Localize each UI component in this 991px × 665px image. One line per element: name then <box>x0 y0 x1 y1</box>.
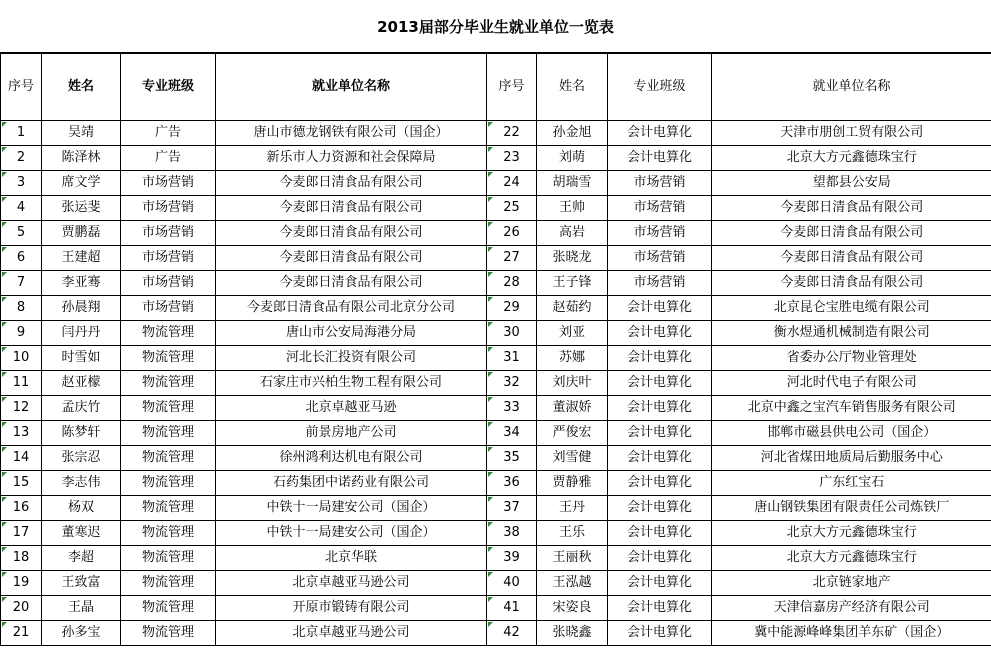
header-row <box>1 54 991 121</box>
cell-unit-left[interactable]: 北京卓越亚马逊公司 <box>216 621 487 646</box>
cell-unit-left[interactable]: 今麦郎日清食品有限公司 <box>216 171 487 196</box>
cell-major-left[interactable]: 物流管理 <box>121 421 216 446</box>
cell-name-right[interactable]: 刘庆叶 <box>537 371 608 396</box>
cell-name-left[interactable]: 孙多宝 <box>42 621 121 646</box>
table-row <box>1 271 991 296</box>
cell-unit-left[interactable]: 今麦郎日清食品有限公司北京分公司 <box>216 296 487 321</box>
cell-unit-left[interactable]: 开原市锻铸有限公司 <box>216 596 487 621</box>
table-row <box>1 571 991 596</box>
cell-name-right[interactable]: 张晓鑫 <box>537 621 608 646</box>
cell-unit-right[interactable]: 今麦郎日清食品有限公司 <box>712 246 991 271</box>
cell-unit-left[interactable]: 今麦郎日清食品有限公司 <box>216 246 487 271</box>
cell-name-right[interactable]: 高岩 <box>537 221 608 246</box>
cell-seq-left[interactable]: 15 <box>1 471 42 496</box>
cell-seq-left[interactable]: 11 <box>1 371 42 396</box>
cell-seq-left[interactable]: 10 <box>1 346 42 371</box>
page-title: 2013届部分毕业生就业单位一览表 <box>377 18 614 36</box>
cell-unit-left[interactable]: 石药集团中诺药业有限公司 <box>216 471 487 496</box>
cell-unit-right[interactable]: 北京中鑫之宝汽车销售服务有限公司 <box>712 396 991 421</box>
cell-unit-right[interactable]: 冀中能源峰峰集团羊东矿（国企） <box>712 621 991 646</box>
title-bar <box>0 0 991 53</box>
cell-major-left[interactable]: 市场营销 <box>121 171 216 196</box>
cell-major-left[interactable]: 市场营销 <box>121 221 216 246</box>
table-row <box>1 196 991 221</box>
cell-major-left[interactable]: 物流管理 <box>121 546 216 571</box>
table-row <box>1 496 991 521</box>
cell-major-right[interactable]: 会计电算化 <box>608 296 712 321</box>
cell-name-left[interactable]: 孟庆竹 <box>42 396 121 421</box>
cell-unit-right[interactable]: 北京大方元鑫德珠宝行 <box>712 146 991 171</box>
cell-name-left[interactable]: 闫丹丹 <box>42 321 121 346</box>
table-row <box>1 471 991 496</box>
cell-name-right[interactable]: 王泓越 <box>537 571 608 596</box>
cell-name-right[interactable]: 张晓龙 <box>537 246 608 271</box>
header-major-right[interactable]: 专业班级 <box>608 54 712 121</box>
header-seq-right[interactable]: 序号 <box>487 54 537 121</box>
cell-seq-right[interactable]: 22 <box>487 121 537 146</box>
cell-seq-right[interactable]: 33 <box>487 396 537 421</box>
cell-unit-left[interactable]: 北京卓越亚马逊公司 <box>216 571 487 596</box>
cell-major-left[interactable]: 物流管理 <box>121 496 216 521</box>
cell-major-left[interactable]: 广告 <box>121 146 216 171</box>
cell-unit-right[interactable]: 河北时代电子有限公司 <box>712 371 991 396</box>
cell-seq-left[interactable]: 19 <box>1 571 42 596</box>
cell-unit-right[interactable]: 北京昆仑宝胜电缆有限公司 <box>712 296 991 321</box>
cell-name-right[interactable]: 赵茹约 <box>537 296 608 321</box>
cell-unit-left[interactable]: 河北长汇投资有限公司 <box>216 346 487 371</box>
cell-seq-left[interactable]: 4 <box>1 196 42 221</box>
cell-seq-right[interactable]: 28 <box>487 271 537 296</box>
cell-name-right[interactable]: 胡瑞雪 <box>537 171 608 196</box>
cell-major-left[interactable]: 物流管理 <box>121 521 216 546</box>
table-row <box>1 421 991 446</box>
cell-name-right[interactable]: 王帅 <box>537 196 608 221</box>
cell-name-right[interactable]: 严俊宏 <box>537 421 608 446</box>
cell-seq-right[interactable]: 25 <box>487 196 537 221</box>
cell-seq-left[interactable]: 7 <box>1 271 42 296</box>
cell-name-right[interactable]: 王乐 <box>537 521 608 546</box>
header-name-right[interactable]: 姓名 <box>537 54 608 121</box>
cell-name-right[interactable]: 孙金旭 <box>537 121 608 146</box>
cell-seq-right[interactable]: 39 <box>487 546 537 571</box>
cell-unit-left[interactable]: 今麦郎日清食品有限公司 <box>216 196 487 221</box>
header-name-left[interactable]: 姓名 <box>42 54 121 121</box>
header-seq-left[interactable]: 序号 <box>1 54 42 121</box>
cell-major-right[interactable]: 会计电算化 <box>608 521 712 546</box>
table-row <box>1 121 991 146</box>
cell-name-left[interactable]: 张宗忍 <box>42 446 121 471</box>
cell-unit-right[interactable]: 天津市朋创工贸有限公司 <box>712 121 991 146</box>
cell-name-left[interactable]: 孙晨翔 <box>42 296 121 321</box>
cell-major-left[interactable]: 物流管理 <box>121 471 216 496</box>
cell-name-right[interactable]: 苏娜 <box>537 346 608 371</box>
cell-seq-left[interactable]: 8 <box>1 296 42 321</box>
cell-major-right[interactable]: 会计电算化 <box>608 596 712 621</box>
cell-unit-left[interactable]: 今麦郎日清食品有限公司 <box>216 221 487 246</box>
cell-major-right[interactable]: 会计电算化 <box>608 471 712 496</box>
cell-name-left[interactable]: 陈梦轩 <box>42 421 121 446</box>
cell-name-left[interactable]: 李亚骞 <box>42 271 121 296</box>
cell-unit-right[interactable]: 北京链家地产 <box>712 571 991 596</box>
table-row <box>1 221 991 246</box>
cell-name-left[interactable]: 吴靖 <box>42 121 121 146</box>
cell-seq-left[interactable]: 14 <box>1 446 42 471</box>
table-row <box>1 246 991 271</box>
cell-unit-right[interactable]: 广东红宝石 <box>712 471 991 496</box>
cell-unit-right[interactable]: 省委办公厅物业管理处 <box>712 346 991 371</box>
cell-name-left[interactable]: 赵亚檬 <box>42 371 121 396</box>
cell-name-right[interactable]: 王子锋 <box>537 271 608 296</box>
cell-major-left[interactable]: 物流管理 <box>121 621 216 646</box>
cell-seq-left[interactable]: 13 <box>1 421 42 446</box>
cell-major-right[interactable]: 会计电算化 <box>608 496 712 521</box>
cell-name-right[interactable]: 刘雪健 <box>537 446 608 471</box>
cell-unit-left[interactable]: 石家庄市兴柏生物工程有限公司 <box>216 371 487 396</box>
cell-name-left[interactable]: 贾鹏磊 <box>42 221 121 246</box>
cell-seq-right[interactable]: 36 <box>487 471 537 496</box>
cell-seq-right[interactable]: 38 <box>487 521 537 546</box>
cell-seq-left[interactable]: 18 <box>1 546 42 571</box>
cell-unit-right[interactable]: 唐山钢铁集团有限责任公司炼铁厂 <box>712 496 991 521</box>
cell-name-right[interactable]: 刘萌 <box>537 146 608 171</box>
cell-name-right[interactable]: 王丹 <box>537 496 608 521</box>
cell-seq-right[interactable]: 27 <box>487 246 537 271</box>
cell-seq-right[interactable]: 42 <box>487 621 537 646</box>
cell-seq-left[interactable]: 12 <box>1 396 42 421</box>
cell-unit-left[interactable]: 新乐市人力资源和社会保障局 <box>216 146 487 171</box>
cell-major-left[interactable]: 物流管理 <box>121 346 216 371</box>
table-body <box>1 121 991 646</box>
table-row <box>1 521 991 546</box>
cell-seq-left[interactable]: 16 <box>1 496 42 521</box>
cell-major-right[interactable]: 会计电算化 <box>608 546 712 571</box>
cell-seq-right[interactable]: 34 <box>487 421 537 446</box>
cell-unit-left[interactable]: 前景房地产公司 <box>216 421 487 446</box>
cell-name-right[interactable]: 宋姿良 <box>537 596 608 621</box>
cell-name-left[interactable]: 李超 <box>42 546 121 571</box>
cell-seq-right[interactable]: 23 <box>487 146 537 171</box>
cell-major-right[interactable]: 市场营销 <box>608 196 712 221</box>
cell-major-right[interactable]: 市场营销 <box>608 221 712 246</box>
cell-seq-left[interactable]: 2 <box>1 146 42 171</box>
cell-major-right[interactable]: 市场营销 <box>608 171 712 196</box>
cell-name-left[interactable]: 时雪如 <box>42 346 121 371</box>
table-row <box>1 446 991 471</box>
cell-major-left[interactable]: 市场营销 <box>121 246 216 271</box>
table-row <box>1 621 991 646</box>
cell-major-left[interactable]: 物流管理 <box>121 371 216 396</box>
cell-seq-left[interactable]: 1 <box>1 121 42 146</box>
cell-major-right[interactable]: 会计电算化 <box>608 371 712 396</box>
cell-major-right[interactable]: 会计电算化 <box>608 321 712 346</box>
cell-name-left[interactable]: 席文学 <box>42 171 121 196</box>
cell-major-right[interactable]: 会计电算化 <box>608 621 712 646</box>
cell-unit-right[interactable]: 邯郸市磁县供电公司（国企） <box>712 421 991 446</box>
cell-major-right[interactable]: 会计电算化 <box>608 446 712 471</box>
cell-major-left[interactable]: 物流管理 <box>121 446 216 471</box>
cell-seq-left[interactable]: 17 <box>1 521 42 546</box>
header-unit-left[interactable]: 就业单位名称 <box>216 54 487 121</box>
table-row <box>1 546 991 571</box>
cell-name-left[interactable]: 王致富 <box>42 571 121 596</box>
cell-seq-left[interactable]: 21 <box>1 621 42 646</box>
cell-major-left[interactable]: 物流管理 <box>121 596 216 621</box>
cell-unit-right[interactable]: 河北省煤田地质局后勤服务中心 <box>712 446 991 471</box>
table-row <box>1 371 991 396</box>
cell-major-right[interactable]: 会计电算化 <box>608 571 712 596</box>
cell-seq-right[interactable]: 30 <box>487 321 537 346</box>
cell-seq-right[interactable]: 31 <box>487 346 537 371</box>
cell-unit-left[interactable]: 唐山市公安局海港分局 <box>216 321 487 346</box>
cell-name-right[interactable]: 刘亚 <box>537 321 608 346</box>
cell-unit-left[interactable]: 中铁十一局建安公司（国企） <box>216 496 487 521</box>
cell-major-left[interactable]: 市场营销 <box>121 271 216 296</box>
cell-seq-right[interactable]: 26 <box>487 221 537 246</box>
cell-seq-right[interactable]: 24 <box>487 171 537 196</box>
table-row <box>1 296 991 321</box>
table-row <box>1 146 991 171</box>
cell-name-left[interactable]: 王建超 <box>42 246 121 271</box>
cell-name-left[interactable]: 杨双 <box>42 496 121 521</box>
cell-name-right[interactable]: 董淑娇 <box>537 396 608 421</box>
cell-name-left[interactable]: 张运斐 <box>42 196 121 221</box>
cell-name-left[interactable]: 王晶 <box>42 596 121 621</box>
cell-seq-left[interactable]: 6 <box>1 246 42 271</box>
cell-major-right[interactable]: 会计电算化 <box>608 146 712 171</box>
cell-major-left[interactable]: 市场营销 <box>121 196 216 221</box>
cell-major-right[interactable]: 会计电算化 <box>608 121 712 146</box>
employment-table <box>0 53 991 646</box>
cell-unit-left[interactable]: 徐州鸿利达机电有限公司 <box>216 446 487 471</box>
cell-unit-left[interactable]: 北京卓越亚马逊 <box>216 396 487 421</box>
cell-seq-left[interactable]: 3 <box>1 171 42 196</box>
cell-major-right[interactable]: 市场营销 <box>608 271 712 296</box>
cell-major-right[interactable]: 会计电算化 <box>608 396 712 421</box>
table-row <box>1 321 991 346</box>
table-row <box>1 596 991 621</box>
cell-seq-left[interactable]: 9 <box>1 321 42 346</box>
cell-unit-left[interactable]: 北京华联 <box>216 546 487 571</box>
table-row <box>1 171 991 196</box>
cell-seq-right[interactable]: 41 <box>487 596 537 621</box>
cell-seq-left[interactable]: 20 <box>1 596 42 621</box>
cell-name-left[interactable]: 董寒迟 <box>42 521 121 546</box>
cell-seq-right[interactable]: 32 <box>487 371 537 396</box>
cell-name-left[interactable]: 李志伟 <box>42 471 121 496</box>
header-unit-right[interactable]: 就业单位名称 <box>712 54 991 121</box>
cell-unit-right[interactable]: 衡水煜通机械制造有限公司 <box>712 321 991 346</box>
cell-seq-right[interactable]: 35 <box>487 446 537 471</box>
cell-unit-left[interactable]: 今麦郎日清食品有限公司 <box>216 271 487 296</box>
cell-unit-right[interactable]: 今麦郎日清食品有限公司 <box>712 271 991 296</box>
cell-major-left[interactable]: 物流管理 <box>121 396 216 421</box>
header-major-left[interactable]: 专业班级 <box>121 54 216 121</box>
cell-major-right[interactable]: 市场营销 <box>608 246 712 271</box>
cell-unit-right[interactable]: 天津信嘉房产经济有限公司 <box>712 596 991 621</box>
cell-major-left[interactable]: 物流管理 <box>121 571 216 596</box>
cell-seq-right[interactable]: 29 <box>487 296 537 321</box>
cell-unit-right[interactable]: 今麦郎日清食品有限公司 <box>712 221 991 246</box>
cell-unit-right[interactable]: 北京大方元鑫德珠宝行 <box>712 521 991 546</box>
cell-unit-right[interactable]: 北京大方元鑫德珠宝行 <box>712 546 991 571</box>
cell-unit-right[interactable]: 望都县公安局 <box>712 171 991 196</box>
cell-name-right[interactable]: 王丽秋 <box>537 546 608 571</box>
cell-major-left[interactable]: 物流管理 <box>121 321 216 346</box>
table-row <box>1 396 991 421</box>
table-row <box>1 346 991 371</box>
cell-major-right[interactable]: 会计电算化 <box>608 346 712 371</box>
cell-major-right[interactable]: 会计电算化 <box>608 421 712 446</box>
cell-name-left[interactable]: 陈泽林 <box>42 146 121 171</box>
cell-major-left[interactable]: 市场营销 <box>121 296 216 321</box>
cell-seq-right[interactable]: 40 <box>487 571 537 596</box>
cell-unit-right[interactable]: 今麦郎日清食品有限公司 <box>712 196 991 221</box>
cell-seq-right[interactable]: 37 <box>487 496 537 521</box>
cell-unit-left[interactable]: 唐山市德龙钢铁有限公司（国企） <box>216 121 487 146</box>
cell-major-left[interactable]: 广告 <box>121 121 216 146</box>
cell-seq-left[interactable]: 5 <box>1 221 42 246</box>
cell-unit-left[interactable]: 中铁十一局建安公司（国企） <box>216 521 487 546</box>
cell-name-right[interactable]: 贾静雅 <box>537 471 608 496</box>
